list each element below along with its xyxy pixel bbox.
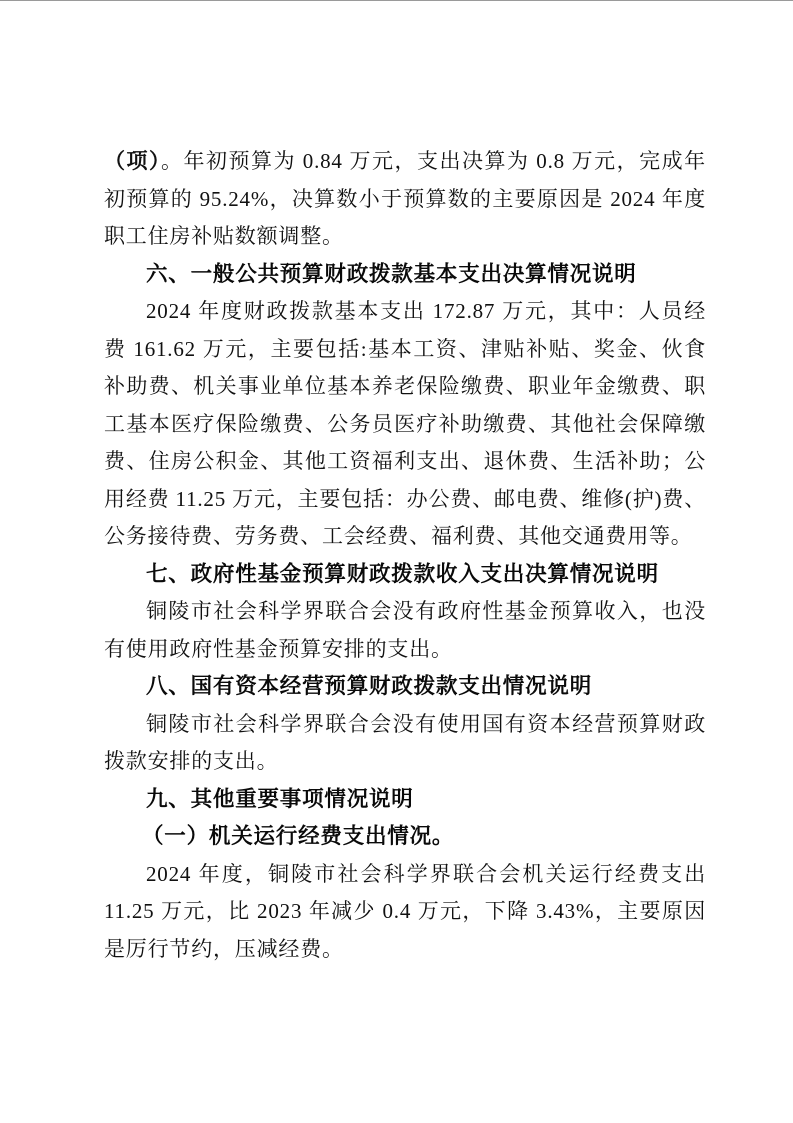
paragraph-continuation-text: 。年初预算为 0.84 万元，支出决算为 0.8 万元，完成年初预算的 95.24%，决算数小于预算数的主要原因是 2024 年度职工住房补贴数额调整。 — [104, 149, 706, 248]
paragraph-government-fund: 铜陵市社会科学界联合会没有政府性基金预算收入，也没有使用政府性基金预算安排的支出。 — [104, 599, 706, 661]
section-heading-six: 六、一般公共预算财政拨款基本支出决算情况说明 — [146, 261, 637, 286]
paragraph-state-capital: 铜陵市社会科学界联合会没有使用国有资本经营预算财政拨款安排的支出。 — [104, 711, 706, 773]
paragraph-operating-expense: 2024 年度，铜陵市社会科学界联合会机关运行经费支出 11.25 万元，比 2023 年减少 0.4 万元，下降 3.43%，主要原因是厉行节约，压减经费。 — [104, 861, 706, 961]
subsection-heading-operating-expense: （一）机关运行经费支出情况。 — [142, 824, 455, 848]
section-heading-seven: 七、政府性基金预算财政拨款收入支出决算情况说明 — [146, 561, 659, 586]
paragraph-basic-expenditure: 2024 年度财政拨款基本支出 172.87 万元，其中：人员经费 161.62 万元，主要包括:基本工资、津贴补贴、奖金、伙食补助费、机关事业单位基本养老保险缴费、职业年金缴费、职工基本医疗保险缴费、公务员医疗补助缴费、其他社会保障缴费、住房公积金、其他工资福利支出、退休费、生活补助；公用经费 11.25 万元，主要包括：办公费、邮电费、维修(护)费、公务接待费、劳务费、工会经费、福利费、其他交通费用等。 — [104, 299, 706, 548]
section-heading-nine: 九、其他重要事项情况说明 — [146, 786, 414, 811]
paragraph-continuation — [104, 143, 706, 256]
section-heading-eight: 八、国有资本经营预算财政拨款支出情况说明 — [146, 674, 593, 698]
document-content — [104, 143, 706, 968]
paragraph-continuation-bold-lead: （项） — [104, 150, 162, 173]
